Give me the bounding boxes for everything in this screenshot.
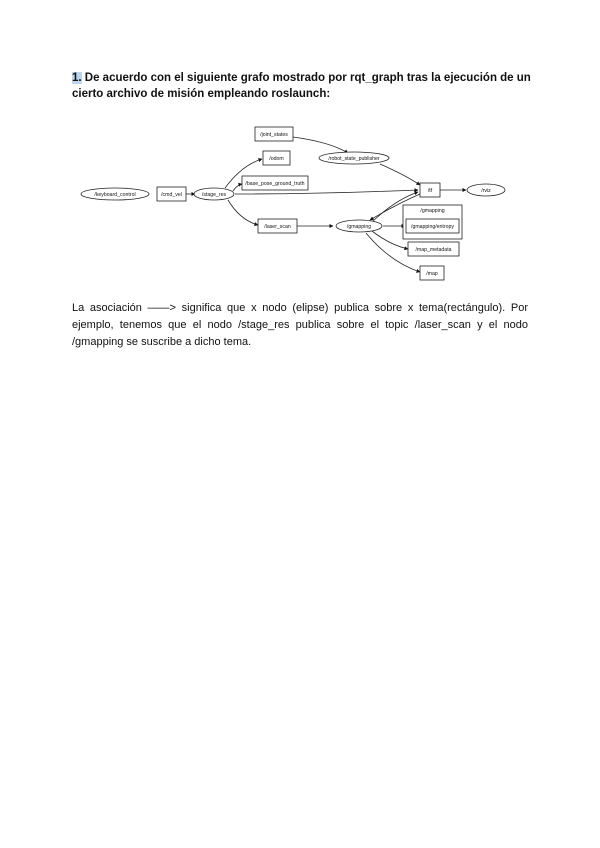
label-gmapping: /gmapping (346, 224, 372, 230)
label-odom: /odom (269, 156, 284, 162)
edge-stage-to-laserscan (228, 200, 258, 225)
edge-jointstates-to-rsp (293, 137, 348, 153)
label-joint-states: /joint_states (260, 132, 288, 138)
label-gmapping-entropy: /gmapping/entropy (411, 224, 454, 230)
label-stage-res: /stage_res (201, 192, 227, 198)
edge-stage-to-tf (235, 190, 418, 194)
label-gmapping-group: /gmapping (420, 208, 445, 214)
label-map: /map (426, 271, 438, 277)
label-cmd-vel: /cmd_vel (161, 192, 182, 198)
label-base-pose-ground-truth: /base_pose_ground_truth (245, 181, 305, 187)
edge-rsp-to-tf (380, 164, 420, 185)
label-robot-state-publisher: /robot_state_publisher (328, 156, 380, 162)
label-rviz: /rviz (481, 188, 491, 194)
edge-stage-to-groundtruth (233, 184, 242, 191)
label-laser-scan: /laser_scan (264, 224, 291, 230)
label-map-metadata: /map_metadata (415, 247, 452, 253)
question-number: 1. (72, 72, 82, 84)
question-text: De acuerdo con el siguiente grafo mostrado por rqt_graph tras la ejecución de un cierto archivo de misión empleando roslaunch: (72, 72, 531, 100)
explanation-paragraph: La asociación ——> significa que x nodo (elipse) publica sobre x tema(rectángulo). Por ejemplo, tenemos que el nodo /stage_res publica sobre el topic /laser_scan y el nodo /gmapping se suscribe a dicho tema. (72, 302, 528, 348)
label-tf: /tf (427, 188, 433, 194)
label-keyboard-control: /keyboard_control (94, 192, 136, 198)
